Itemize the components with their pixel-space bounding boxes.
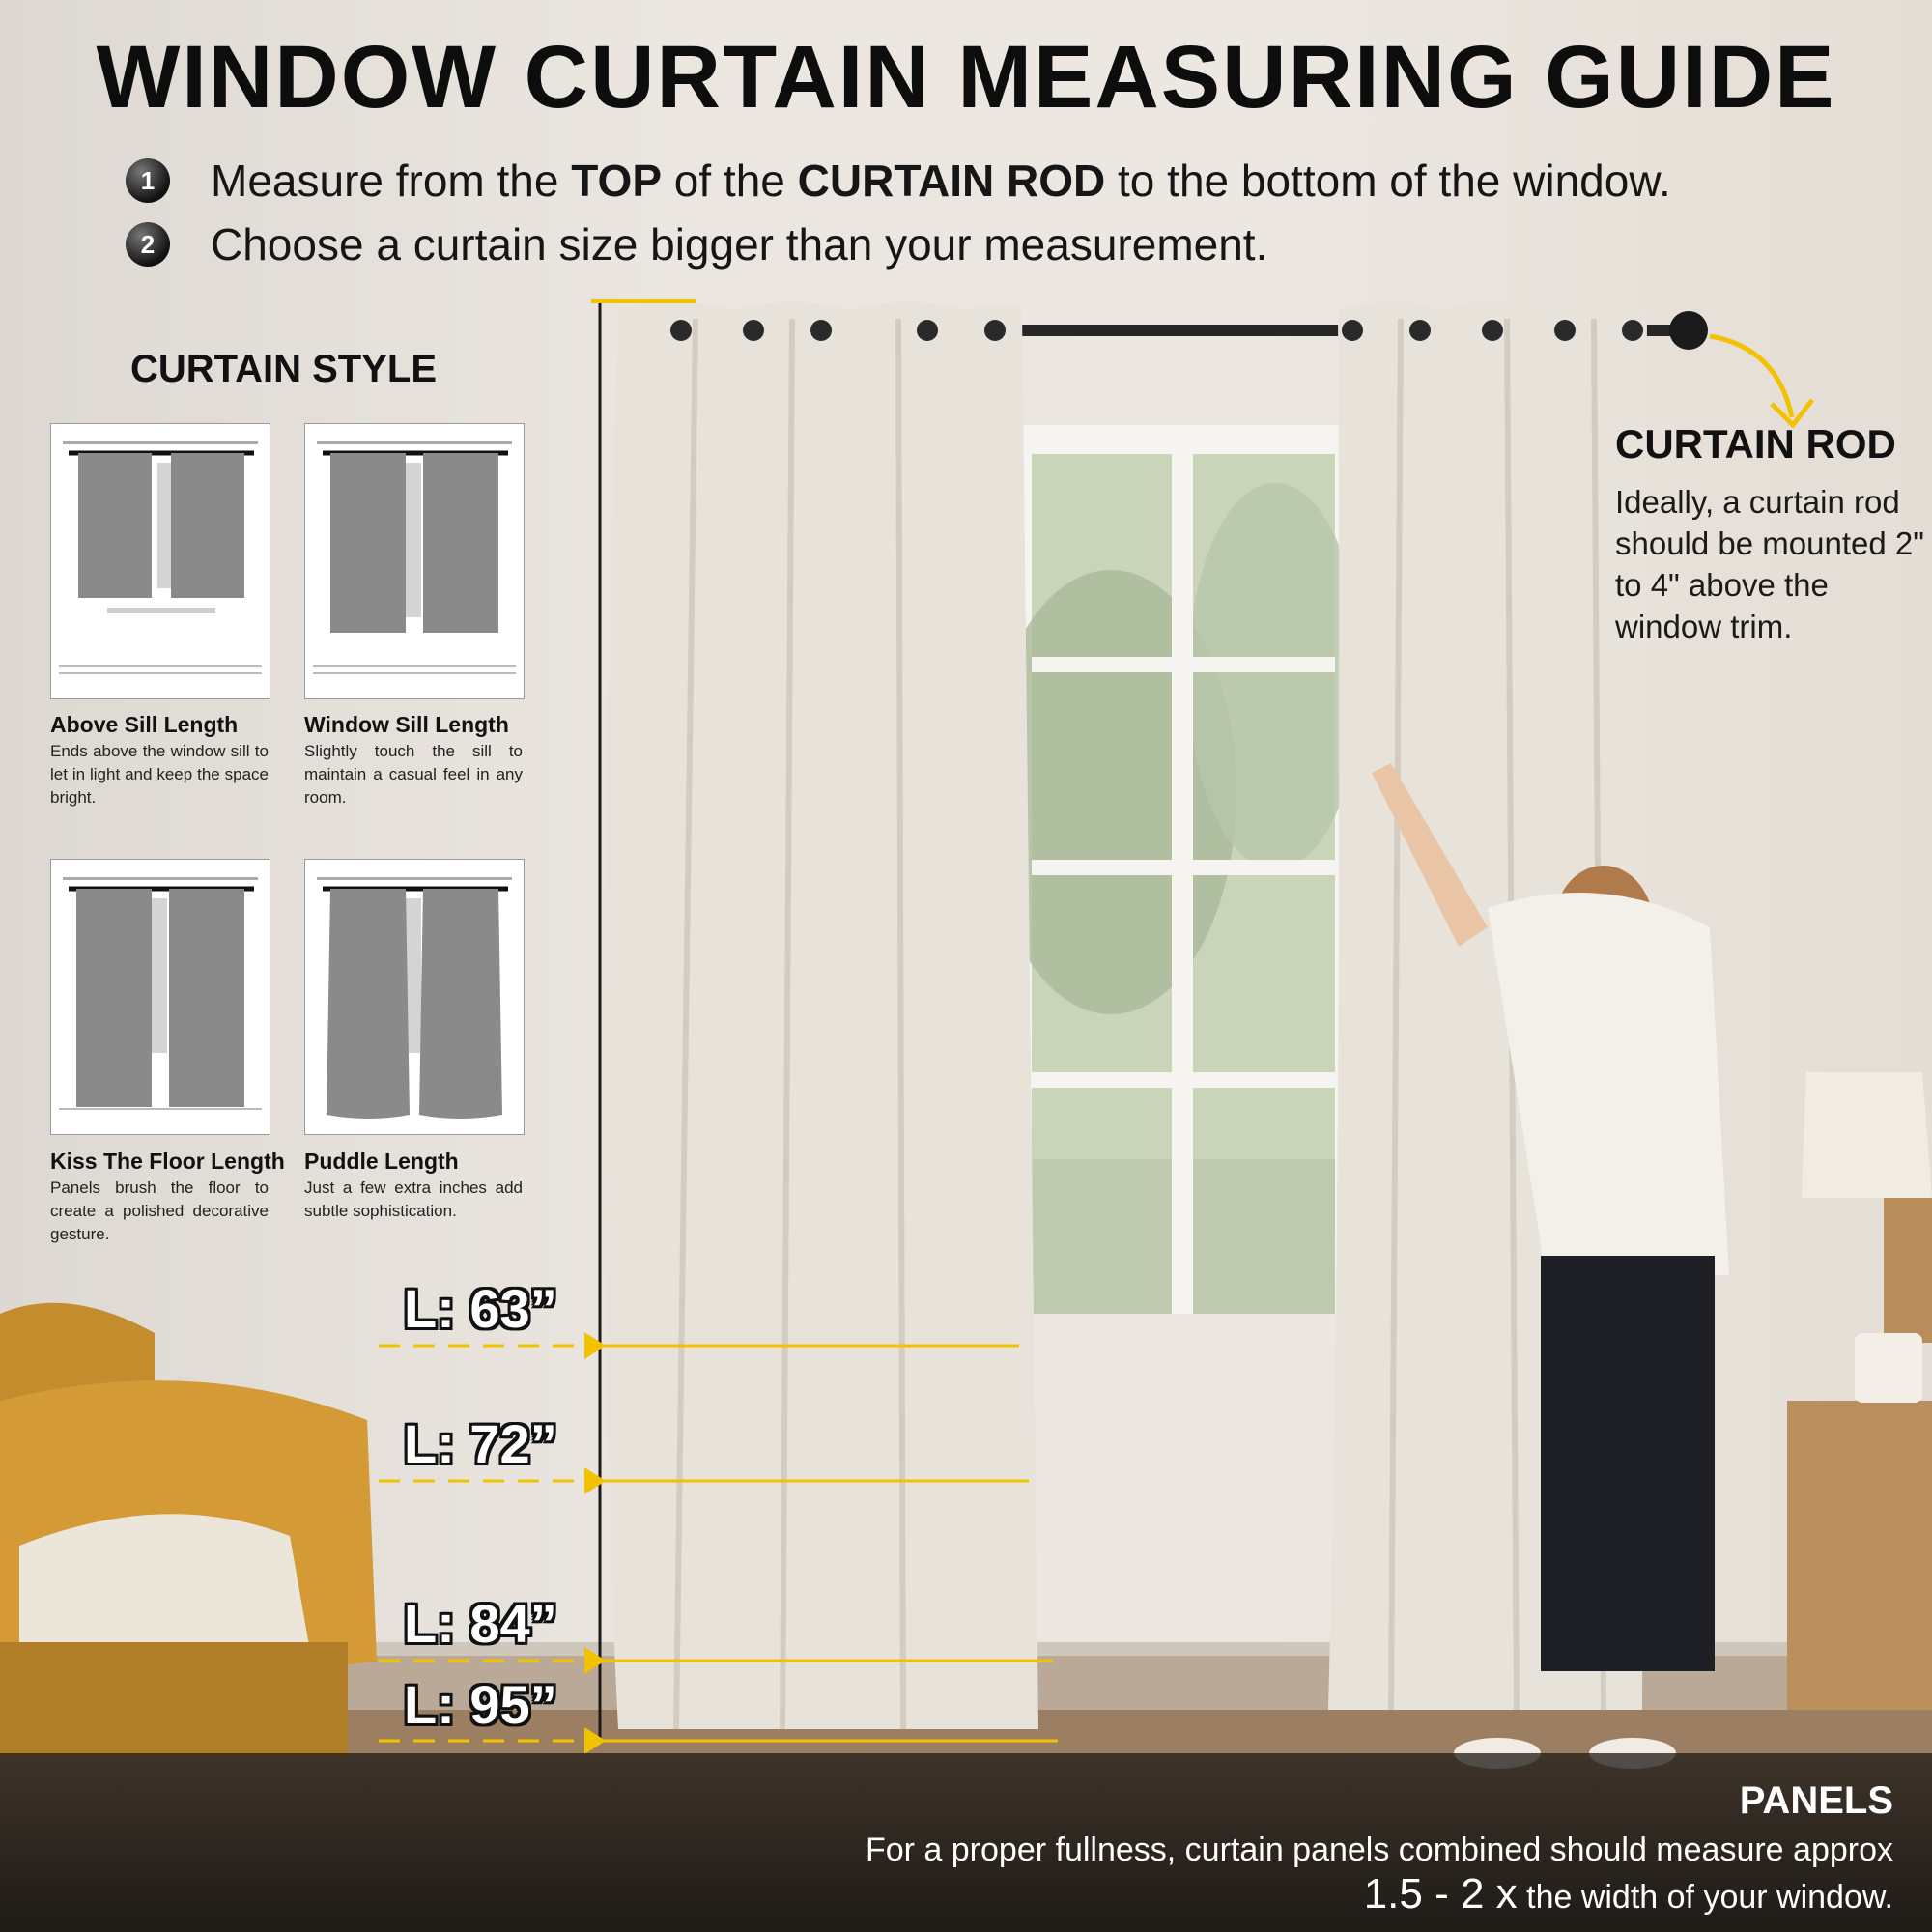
length-label-84: L: 84” xyxy=(404,1593,557,1654)
style-name-above-sill: Above Sill Length xyxy=(50,712,239,737)
panels-line-2: 1.5 - 2 x the width of your window. xyxy=(1363,1870,1893,1918)
window-sill-illustration xyxy=(305,424,524,698)
step-1-number: 1 xyxy=(126,158,170,203)
panels-heading: PANELS xyxy=(1739,1779,1893,1822)
style-card-puddle xyxy=(304,859,525,1135)
panels-ratio: 1.5 - 2 x xyxy=(1363,1870,1518,1918)
step-2 xyxy=(126,218,1267,270)
length-label-95: L: 95” xyxy=(404,1674,557,1735)
curtain-style-heading: CURTAIN STYLE xyxy=(130,348,438,390)
step-2-number: 2 xyxy=(126,222,170,267)
style-desc-window-sill: Slightly touch the sill to maintain a casual feel in any room. xyxy=(304,742,523,807)
length-label-63: L: 63” xyxy=(404,1278,557,1339)
style-desc-kiss-floor: Panels brush the floor to create a polished decorative gesture. xyxy=(50,1179,269,1243)
panels-description xyxy=(866,1828,1893,1919)
page-title: WINDOW CURTAIN MEASURING GUIDE xyxy=(96,28,1836,127)
style-card-kiss-floor xyxy=(50,859,270,1135)
style-card-window-sill xyxy=(304,423,525,699)
style-name-kiss-floor: Kiss The Floor Length xyxy=(50,1149,285,1174)
length-label-72: L: 72” xyxy=(404,1413,557,1474)
style-card-above-sill xyxy=(50,423,270,699)
step-1 xyxy=(126,155,1671,207)
kiss-floor-illustration xyxy=(51,860,270,1134)
step-1-text: Measure from the TOP of the CURTAIN ROD to the bottom of the window. xyxy=(211,156,1671,206)
style-name-window-sill: Window Sill Length xyxy=(304,712,509,737)
step-2-text: Choose a curtain size bigger than your measurement. xyxy=(211,219,1268,270)
puddle-illustration xyxy=(305,860,524,1134)
above-sill-illustration xyxy=(51,424,270,698)
style-desc-above-sill: Ends above the window sill to let in light and keep the space bright. xyxy=(50,742,269,807)
panels-line-1: For a proper fullness, curtain panels combined should measure approx xyxy=(865,1832,1893,1868)
style-name-puddle: Puddle Length xyxy=(304,1149,459,1174)
curtain-rod-heading: CURTAIN ROD xyxy=(1615,421,1896,467)
curtain-rod-description: Ideally, a curtain rod should be mounted 2" to 4" above the window trim. xyxy=(1615,484,1924,644)
style-desc-puddle: Just a few extra inches add subtle sophistication. xyxy=(304,1179,523,1220)
